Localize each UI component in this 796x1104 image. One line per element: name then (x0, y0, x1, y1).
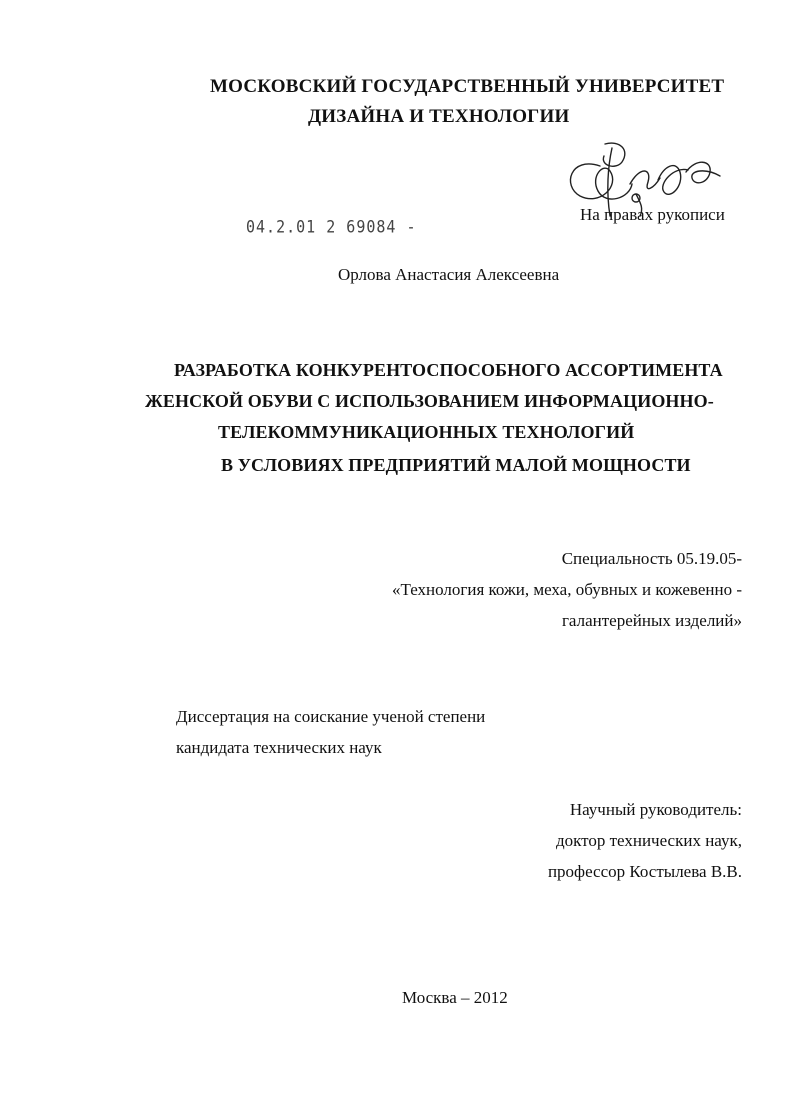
dissertation-line2: кандидата технических наук (176, 738, 382, 757)
dissertation-line1: Диссертация на соискание ученой степени (176, 707, 486, 726)
title-line2: ЖЕНСКОЙ ОБУВИ С ИСПОЛЬЗОВАНИЕМ ИНФОРМАЦИОННО- (145, 391, 714, 411)
university-name-line2: ДИЗАЙНА И ТЕХНОЛОГИИ (308, 106, 570, 127)
title-line3: ТЕЛЕКОММУНИКАЦИОННЫХ ТЕХНОЛОГИЙ (218, 422, 635, 442)
manuscript-note: На правах рукописи (580, 205, 725, 224)
supervisor-line2: доктор технических наук, (555, 831, 742, 850)
supervisor-line1: Научный руководитель: (569, 800, 742, 819)
university-name-line1: МОСКОВСКИЙ ГОСУДАРСТВЕННЫЙ УНИВЕРСИТЕТ (210, 76, 725, 97)
author-name: Орлова Анастасия Алексеевна (338, 265, 560, 284)
title-line1: РАЗРАБОТКА КОНКУРЕНТОСПОСОБНОГО АССОРТИМЕНТА (174, 360, 723, 380)
title-line4: В УСЛОВИЯХ ПРЕДПРИЯТИЙ МАЛОЙ МОЩНОСТИ (221, 455, 691, 475)
specialty-line2: «Технология кожи, меха, обувных и кожевенно - (391, 580, 742, 599)
specialty-line1: Специальность 05.19.05- (561, 549, 742, 568)
registration-stamp: 04.2.01 2 69084 - (246, 216, 417, 238)
specialty-line3: галантерейных изделий» (561, 611, 742, 630)
city-year: Москва – 2012 (402, 988, 508, 1007)
supervisor-line3: профессор Костылева В.В. (547, 862, 742, 881)
